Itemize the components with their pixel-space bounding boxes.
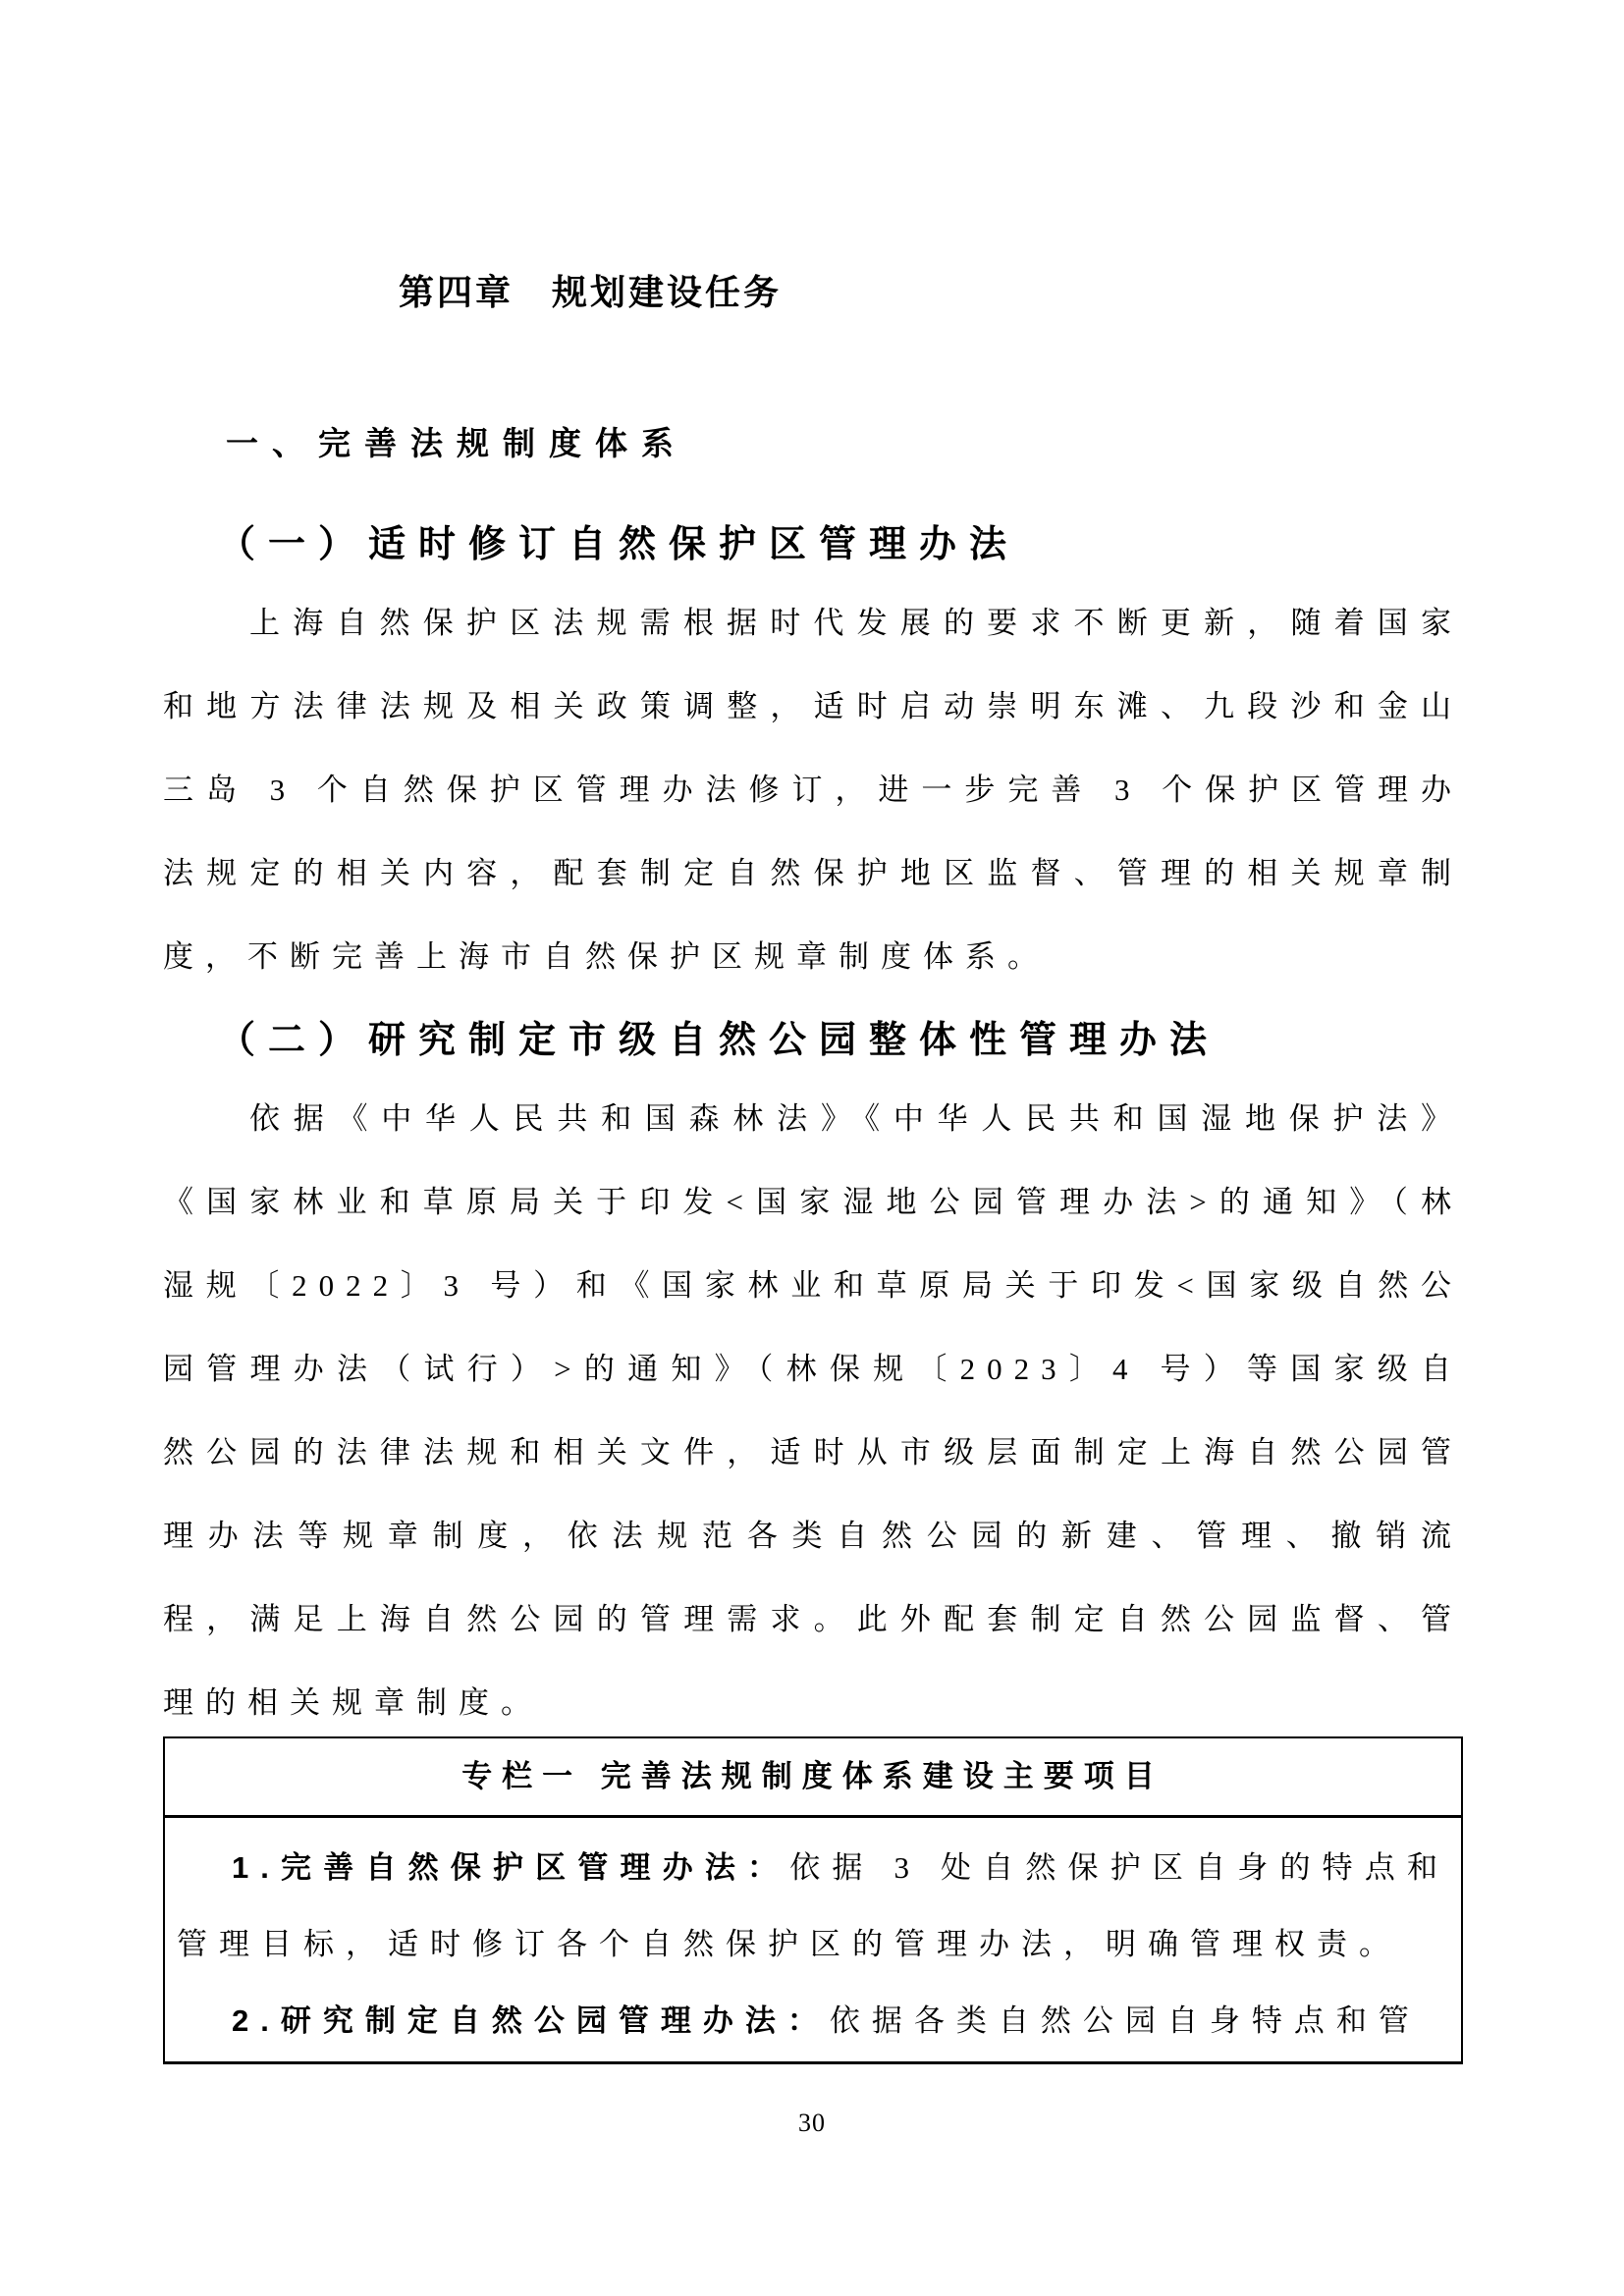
box-body xyxy=(165,1818,1461,2061)
box-item-2-text: 依据各类自然公园自身特点和管 xyxy=(829,2003,1421,2038)
chapter-title: 第四章 规划建设任务 xyxy=(399,272,783,312)
section-1-heading: 一、完善法规制度体系 xyxy=(226,427,687,462)
box-title: 专栏一 完善法规制度体系建设主要项目 xyxy=(165,1738,1461,1818)
page-number: 30 xyxy=(798,2109,826,2137)
project-box xyxy=(163,1736,1463,2064)
box-item-2 xyxy=(177,1983,1449,2059)
box-item-2-label: 2.研究制定自然公园管理办法： xyxy=(232,2003,830,2038)
subsection-1-heading: （一）适时修订自然保护区管理办法 xyxy=(218,524,1020,565)
subsection-2-heading: （二）研究制定市级自然公园整体性管理办法 xyxy=(218,1020,1220,1061)
box-item-1-label: 1.完善自然保护区管理办法： xyxy=(232,1850,790,1885)
box-item-1 xyxy=(177,1830,1449,1983)
paragraph-1: 上海自然保护区法规需根据时代发展的要求不断更新，随着国家和地方法律法规及相关政策调整，适时启动崇明东滩、九段沙和金山三岛 3 个自然保护区管理办法修订，进一步完善 3 个保护区管理办法规定的相关内容，配套制定自然保护地区监督、管理的相关规章制度，不断完善上海市自然保护区规章制度体系。 xyxy=(163,606,1463,974)
box-item-1-text: 依据 3 处自然保护区自身的特点和管理目标，适时修订各个自然保护区的管理办法，明确管理权责。 xyxy=(177,1850,1450,1961)
paragraph-2: 依据《中华人民共和国森林法》《中华人民共和国湿地保护法》《国家林业和草原局关于印发<国家湿地公园管理办法>的通知》（林湿规〔2022〕3 号）和《国家林业和草原局关于印发<国家级自然公园管理办法（试行）>的通知》（林保规〔2023〕4 号）等国家级自然公园的法律法规和相关文件，适时从市级层面制定上海自然公园管理办法等规章制度，依法规范各类自然公园的新建、管理、撤销流程，满足上海自然公园的管理需求。此外配套制定自然公园监督、管理的相关规章制度。 xyxy=(163,1101,1463,1720)
